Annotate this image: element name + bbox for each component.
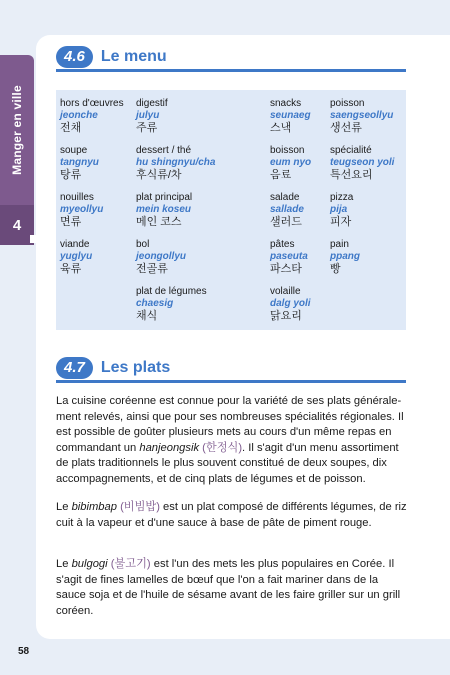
- french-term: pain: [330, 239, 349, 250]
- section-title: Les plats: [100, 359, 171, 376]
- paragraph-bibimbap: [56, 500, 408, 531]
- menu-entry: [136, 192, 192, 229]
- menu-entry: [136, 286, 207, 323]
- menu-vocabulary-table: [56, 90, 406, 330]
- korean-term: 전채: [60, 122, 82, 134]
- menu-entry: [330, 239, 360, 276]
- romanization: tangnyu: [60, 157, 99, 168]
- hangul-term: (한정식): [199, 441, 243, 454]
- romanization: eum nyo: [270, 157, 312, 168]
- section-rule: [56, 380, 406, 383]
- romanization: myeollyu: [60, 204, 104, 215]
- chapter-tab-label: Manger en ville: [10, 85, 25, 175]
- french-term: plat principal: [136, 192, 193, 203]
- menu-entry: [270, 192, 304, 229]
- page-number: 58: [18, 646, 30, 657]
- menu-entry: [60, 98, 124, 135]
- tab-notch: [30, 235, 38, 243]
- french-term: bol: [136, 239, 150, 250]
- korean-term: 피자: [330, 216, 352, 228]
- korean-term: 채식: [136, 310, 158, 322]
- paragraph-hanjeongsik: [56, 394, 408, 487]
- romanization: yuglyu: [60, 251, 93, 262]
- french-term: plat de légumes: [136, 286, 207, 297]
- menu-entry: [136, 239, 186, 276]
- hangul-term: (불고기): [107, 558, 151, 570]
- romanization: ppang: [330, 251, 360, 262]
- menu-entry: [60, 145, 99, 182]
- korean-term: 후식류/차: [136, 169, 182, 181]
- french-term: salade: [270, 192, 300, 203]
- korean-term: 전골류: [136, 263, 168, 275]
- romanization: chaesig: [136, 298, 174, 309]
- korean-term: 샐러드: [270, 216, 302, 228]
- text-run: La cuisine coréenne est connue pour la variété de ses plats générale-ment relevés, ainsi que pour ses nombreuses spécialités régionales. Il est possible de goûter plusieurs mets au cours d'un même repas en commandant un: [56, 395, 404, 454]
- text-run: Le: [56, 501, 72, 513]
- menu-entry: [270, 239, 308, 276]
- chapter-number: 4: [0, 205, 34, 245]
- french-term: spécialité: [330, 145, 372, 156]
- menu-entry: [136, 145, 215, 182]
- korean-term: 파스타: [270, 263, 302, 275]
- french-term: poisson: [330, 98, 365, 109]
- menu-entry: [270, 286, 311, 323]
- section-heading-menu: [56, 46, 167, 68]
- term: bibimbap: [71, 501, 117, 513]
- menu-entry: [136, 98, 168, 135]
- korean-term: 닭요리: [270, 310, 302, 322]
- term: hanjeongsik: [139, 441, 200, 454]
- menu-entry: [330, 145, 394, 182]
- french-term: digestif: [136, 98, 168, 109]
- korean-term: 탕류: [60, 169, 82, 181]
- french-term: pizza: [330, 192, 354, 203]
- romanization: mein koseu: [136, 204, 192, 215]
- paragraph-bulgogi: [56, 557, 408, 619]
- section-rule: [56, 69, 406, 72]
- section-heading-plats: [56, 357, 170, 379]
- text-run: . Il s'agit d'un menu assortiment de plats traditionnels le plus souvent constitué de deux soupes, dix accompagnements, et de cinq plats de légumes et de poisson.: [56, 441, 399, 485]
- text-run: Le: [56, 558, 72, 570]
- french-term: snacks: [270, 98, 302, 109]
- french-term: volaille: [270, 286, 301, 297]
- french-term: pâtes: [270, 239, 295, 250]
- menu-entry: [60, 239, 92, 276]
- menu-entry: [270, 145, 311, 182]
- romanization: sallade: [270, 204, 304, 215]
- section-number-badge: 4.6: [56, 46, 93, 68]
- korean-term: 육류: [60, 263, 82, 275]
- menu-entry: [330, 98, 393, 135]
- section-title: Le menu: [100, 48, 167, 65]
- korean-term: 음료: [270, 169, 292, 181]
- korean-term: 빵: [330, 263, 341, 275]
- term: bulgogi: [71, 558, 108, 570]
- menu-entry: [330, 192, 353, 229]
- korean-term: 면류: [60, 216, 82, 228]
- menu-entry: [60, 192, 103, 229]
- romanization: jeonche: [60, 110, 98, 121]
- menu-entry: [270, 98, 311, 135]
- text-run: est un plat composé de différents légumes, de riz cuit à la vapeur et d'une sauce à base de pâte de piment rouge.: [56, 501, 407, 529]
- text-run: est l'un des mets les plus populaires en Corée. Il s'agit de fines lamelles de bœuf que l'on a fait mariner dans de la sauce soja et de l'huile de sésame avant de les faire griller sur un grill coréen.: [56, 558, 401, 617]
- romanization: paseuta: [270, 251, 308, 262]
- french-term: dessert / thé: [136, 145, 192, 156]
- korean-term: 스낵: [270, 122, 292, 134]
- french-term: hors d'œuvres: [60, 98, 124, 109]
- french-term: nouilles: [60, 192, 94, 203]
- romanization: teugseon yoli: [330, 157, 395, 168]
- romanization: dalg yoli: [270, 298, 311, 309]
- romanization: saengseollyu: [330, 110, 394, 121]
- section-number-badge: 4.7: [56, 357, 93, 379]
- chapter-tab-label-wrap: [0, 60, 34, 200]
- french-term: viande: [60, 239, 90, 250]
- romanization: pija: [330, 204, 348, 215]
- french-term: boisson: [270, 145, 305, 156]
- french-term: soupe: [60, 145, 88, 156]
- romanization: jeongollyu: [136, 251, 186, 262]
- romanization: julyu: [136, 110, 160, 121]
- korean-term: 메인 코스: [136, 216, 182, 228]
- romanization: seunaeg: [270, 110, 311, 121]
- hangul-term: (비빔밥): [116, 501, 160, 513]
- korean-term: 생선류: [330, 122, 362, 134]
- korean-term: 특선요리: [330, 169, 373, 181]
- romanization: hu shingnyu/cha: [136, 157, 216, 168]
- korean-term: 주류: [136, 122, 158, 134]
